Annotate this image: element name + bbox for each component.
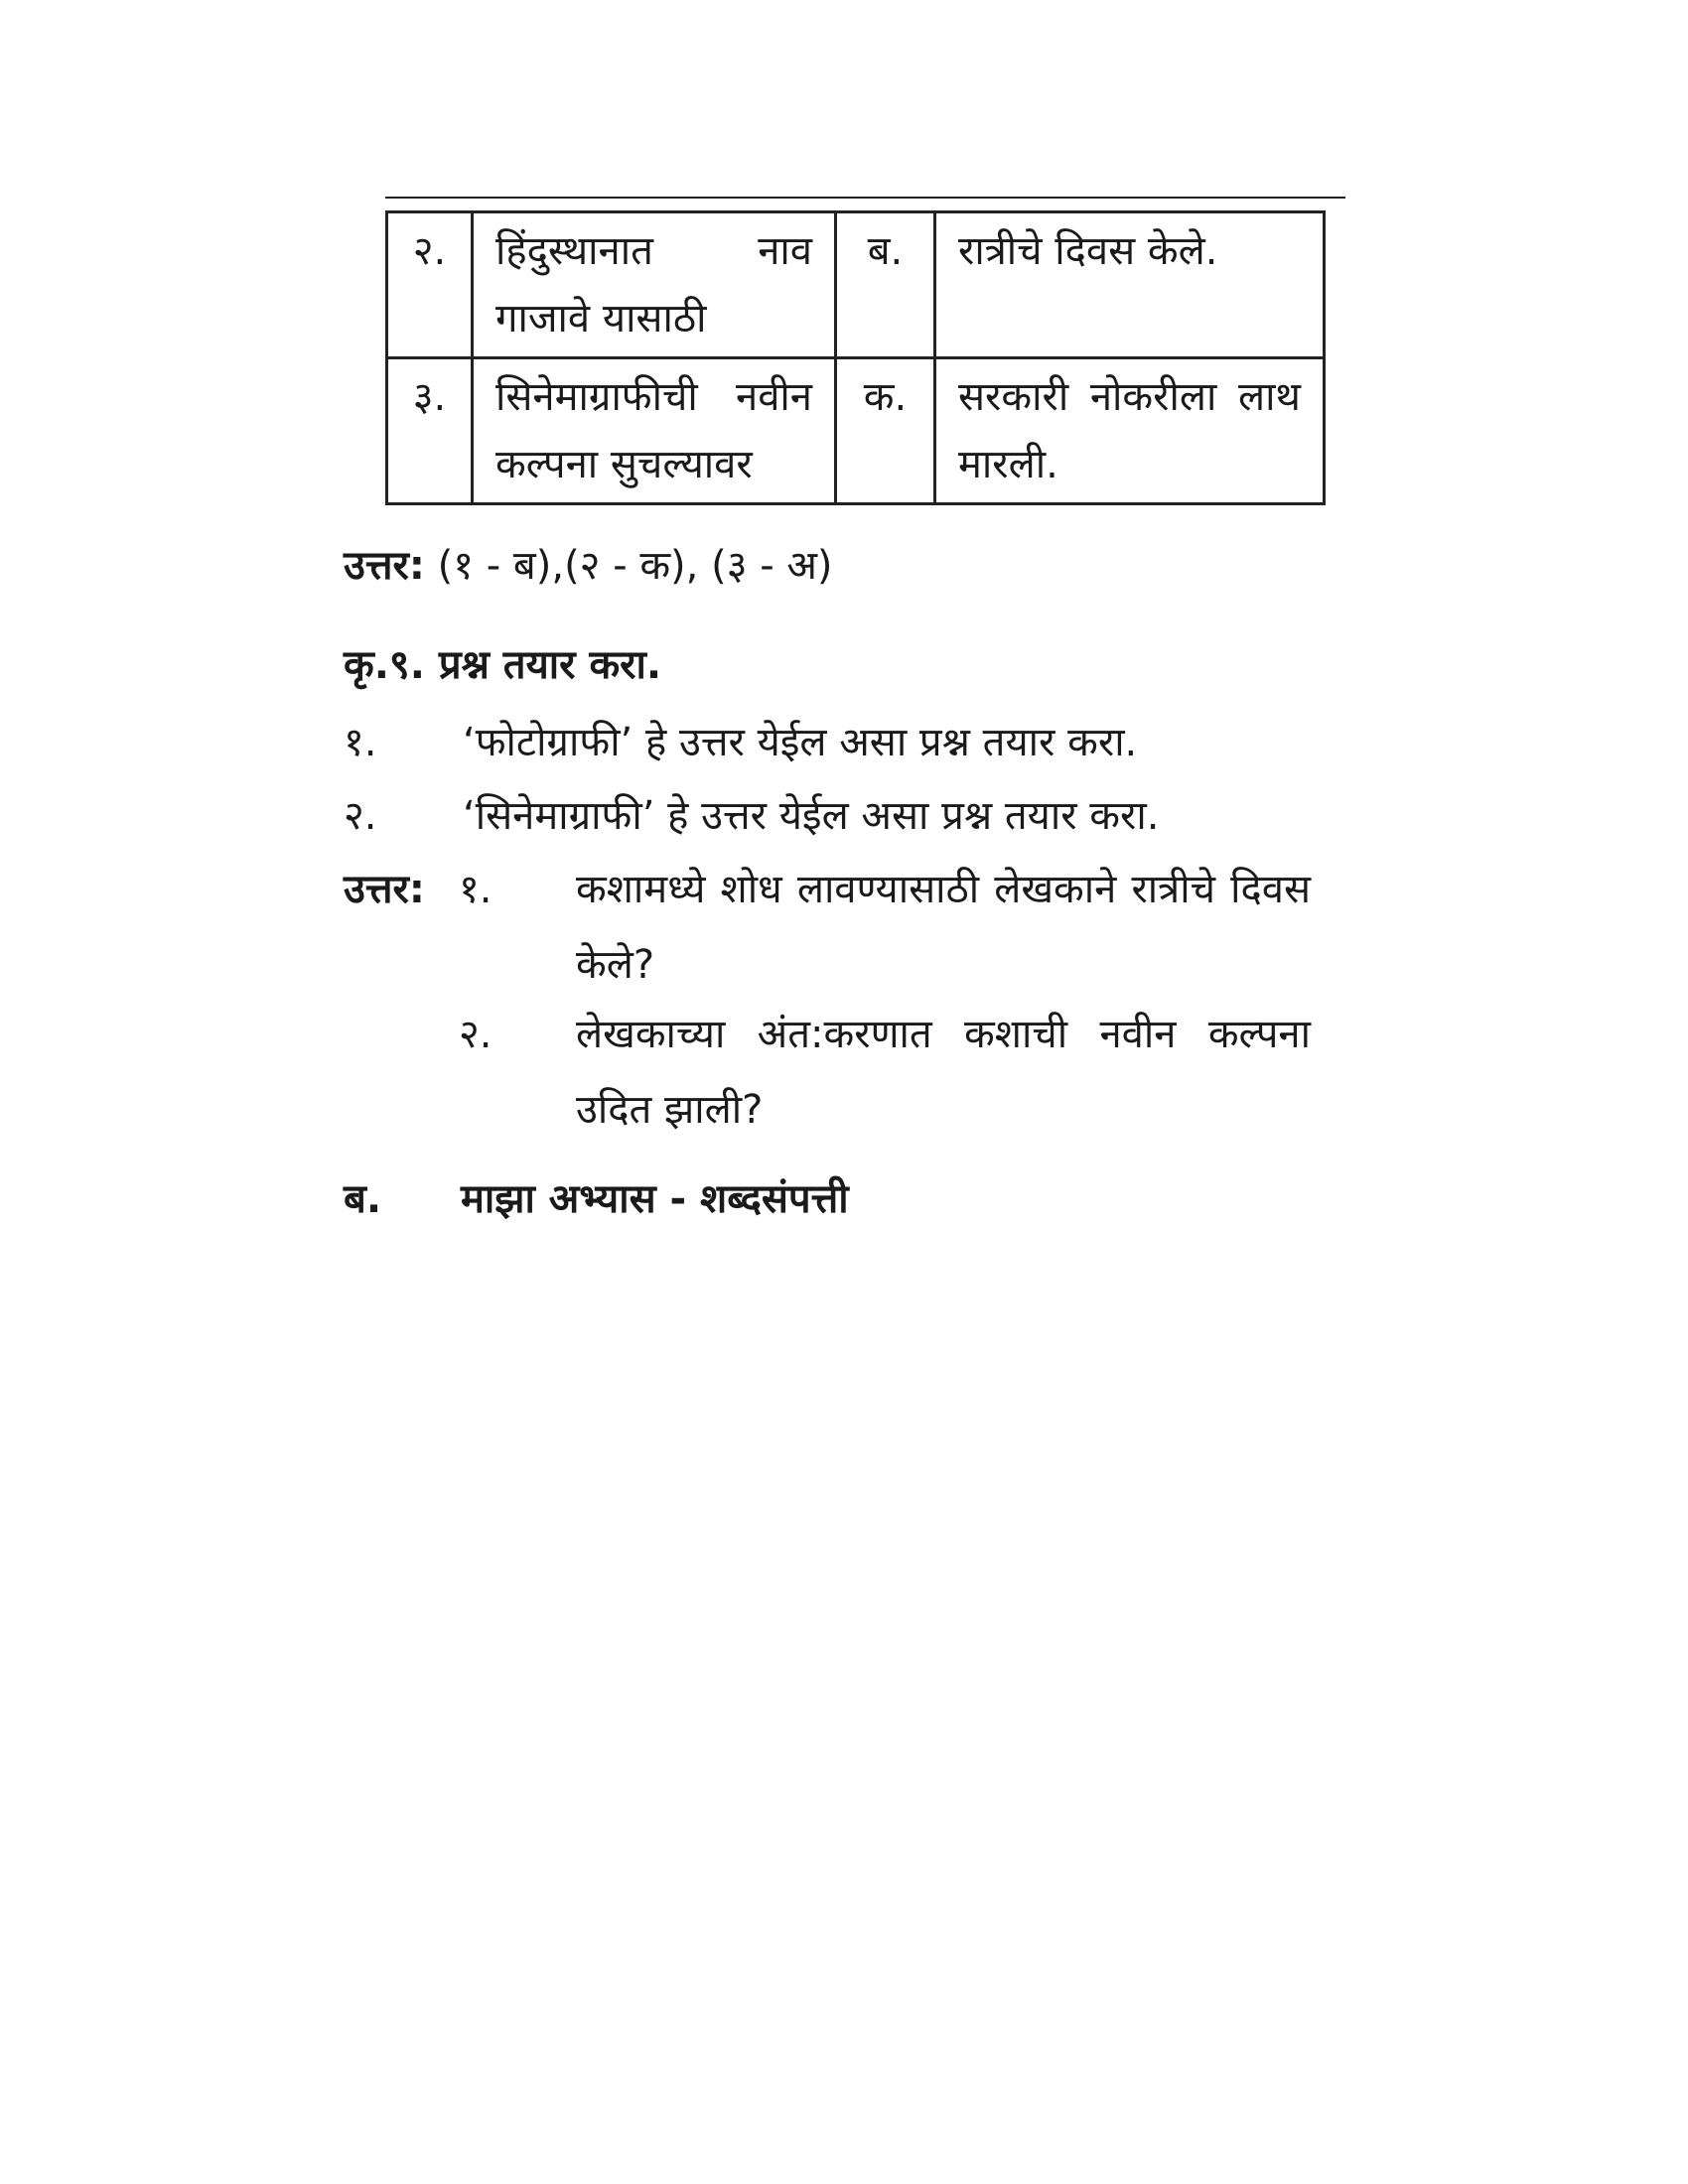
right-column-text: सरकारी नोकरीला लाथ मारली.: [935, 358, 1325, 504]
answer-item-number: १.: [459, 867, 492, 912]
answer-2-label: उत्तर:: [344, 867, 425, 912]
item-text: ‘फोटोग्राफी’ हे उत्तर येईल असा प्रश्न तयार करा.: [463, 720, 1138, 765]
match-table: [385, 210, 1326, 505]
answer-item-text: लेखकाच्या अंत:करणात कशाची नवीन कल्पना उदित झाली?: [576, 1012, 1311, 1133]
top-rule: [385, 197, 1345, 199]
answer-item-text: कशामध्ये शोध लावण्यासाठी लेखकाने रात्रीचे दिवस केले?: [576, 867, 1311, 988]
section-title: माझा अभ्यास - शब्दसंपत्ती: [461, 1176, 849, 1222]
answer-item-number: २.: [459, 1012, 492, 1057]
left-column-text: हिंदुस्थानात नाव गाजावे यासाठी: [473, 212, 836, 358]
item-number: १.: [344, 720, 377, 765]
item-number: २.: [344, 793, 377, 839]
answer-1: [344, 536, 833, 596]
table-row: [387, 358, 1325, 504]
item-text: ‘सिनेमाग्राफी’ हे उत्तर येईल असा प्रश्न तयार करा.: [463, 793, 1160, 839]
row-number: ३.: [387, 358, 473, 504]
row-number: २.: [387, 212, 473, 358]
answer-label: उत्तर:: [344, 543, 425, 589]
question-item: [344, 786, 1159, 846]
question-9-heading: कृ.९. प्रश्न तयार करा.: [344, 642, 662, 688]
section-b-heading: [344, 1169, 849, 1229]
question-item: [344, 713, 1137, 772]
answer-text: (१ - ब),(२ - क), (३ - अ): [437, 543, 833, 589]
table-row: [387, 212, 1325, 358]
row-letter: क.: [836, 358, 935, 504]
left-column-text: सिनेमाग्राफीची नवीन कल्पना सुचल्यावर: [473, 358, 836, 504]
row-letter: ब.: [836, 212, 935, 358]
section-letter: ब.: [344, 1176, 382, 1222]
right-column-text: रात्रीचे दिवस केले.: [935, 212, 1325, 358]
